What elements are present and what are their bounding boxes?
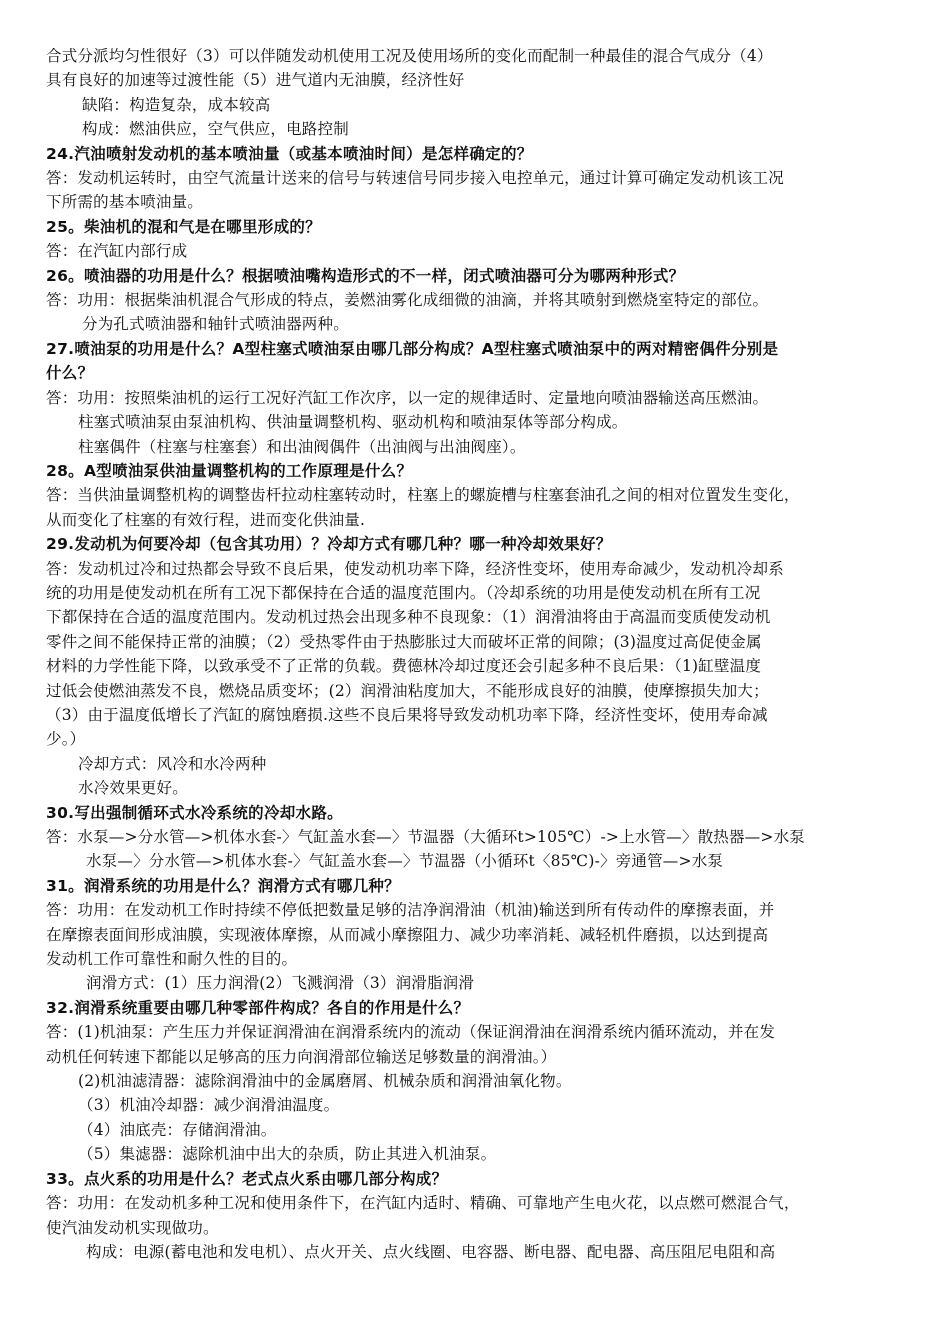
text-line: （4）油底壳：存储润滑油。: [78, 1120, 277, 1139]
text-line: 答：发动机运转时，由空气流量计送来的信号与转速信号同步接入电控单元，通过计算可确定发动机该工况: [46, 169, 784, 188]
question-heading: 27.喷油泵的功用是什么？A型柱塞式喷油泵由哪几部分构成？A型柱塞式喷油泵中的两对精密偶件分别是: [46, 339, 779, 358]
text-line: 统的功用是使发动机在所有工况下都保持在合适的温度范围内。（冷却系统的功用是使发动机在所有工况: [46, 583, 761, 602]
text-line: 在摩擦表面间形成油膜，实现液体摩擦，从而减小摩擦阻力、减少功率消耗、减轻机件磨损，以达到提高: [46, 925, 769, 944]
text-line: 下都保持在合适的温度范围内。发动机过热会出现多种不良现象：（1）润滑油将由于高温而变质使发动机: [46, 608, 771, 627]
text-line: 润滑方式：(1）压力润滑(2）飞溅润滑（3）润滑脂润滑: [86, 974, 475, 993]
text-line: 分为孔式喷油器和轴针式喷油器两种。: [82, 315, 349, 334]
text-line: (2)机油滤清器：滤除润滑油中的金属磨屑、机械杂质和润滑油氧化物。: [78, 1072, 572, 1091]
text-line: 水冷效果更好。: [78, 779, 188, 798]
text-line: 冷却方式：风冷和水冷两种: [78, 754, 267, 773]
text-line: 缺陷：构造复杂，成本较高: [82, 95, 271, 114]
question-heading: 28。A型喷油泵供油量调整机构的工作原理是什么？: [46, 461, 413, 480]
text-line: （3）由于温度低增长了汽缸的腐蚀磨损.这些不良后果将导致发动机功率下降，经济性变坏，使用寿命减: [46, 705, 768, 724]
text-line: 过低会使燃油蒸发不良，燃烧品质变坏；(2）润滑油粘度加大，不能形成良好的油膜，使摩擦损失加大；: [46, 681, 769, 700]
text-line: 答：当供油量调整机构的调整齿杆拉动柱塞转动时，柱塞上的螺旋槽与柱塞套油孔之间的相对位置发生变化，: [46, 486, 800, 505]
text-line: 水泵—〉分水管—>机体水套-〉气缸盖水套—〉节温器（小循环t〈85℃)-〉旁通管—>水泵: [86, 852, 724, 871]
question-heading: 什么？: [46, 364, 94, 383]
question-heading: 32.润滑系统重要由哪几种零部件构成？各自的作用是什么？: [46, 998, 470, 1017]
text-line: 具有良好的加速等过渡性能（5）进气道内无油膜，经济性好: [46, 71, 465, 90]
text-line: 下所需的基本喷油量。: [46, 193, 204, 212]
question-heading: 25。柴油机的混和气是在哪里形成的？: [46, 217, 321, 236]
text-line: 零件之间不能保持正常的油膜；（2）受热零件由于热膨胀过大而破坏正常的间隙；(3)温度过高促使金属: [46, 632, 762, 651]
text-line: 动机任何转速下都能以足够高的压力向润滑部位输送足够数量的润滑油。）: [46, 1047, 557, 1066]
text-line: （3）机油冷却器：减少润滑油温度。: [78, 1096, 340, 1115]
question-heading: 31。润滑系统的功用是什么？润滑方式有哪几种？: [46, 876, 400, 895]
text-line: 少。）: [46, 730, 86, 749]
text-line: 答：发动机过冷和过热都会导致不良后果，使发动机功率下降，经济性变坏，使用寿命减少，发动机冷却系: [46, 559, 784, 578]
text-line: 发动机工作可靠性和耐久性的目的。: [46, 950, 298, 969]
text-line: （5）集滤器：滤除机油中出大的杂质，防止其进入机油泵。: [78, 1145, 497, 1164]
question-heading: 26。喷油器的功用是什么？根据喷油嘴构造形式的不一样，闭式喷油器可分为哪两种形式？: [46, 266, 685, 285]
text-line: 构成：电源(蓄电池和发电机）、点火开关、点火线圈、电容器、断电器、配电器、高压阻尼电阻和高: [86, 1242, 776, 1261]
text-line: 构成：燃油供应，空气供应，电路控制: [82, 120, 349, 139]
text-line: 使汽油发动机实现做功。: [46, 1218, 219, 1237]
text-line: 答：功用：按照柴油机的运行工况好汽缸工作次序，以一定的规律适时、定量地向喷油器输送高压燃油。: [46, 388, 769, 407]
text-line: 合式分派均匀性很好（3）可以伴随发动机使用工况及使用场所的变化而配制一种最佳的混合气成分（4）: [46, 47, 773, 65]
text-line: 答：水泵—>分水管—>机体水套-〉气缸盖水套—〉节温器（大循环t>105℃）->上水管—〉散热器—>水泵: [46, 828, 805, 846]
question-heading: 24.汽油喷射发动机的基本喷油量（或基本喷油时间）是怎样确定的？: [46, 144, 533, 163]
question-heading: 30.写出强制循环式水冷系统的冷却水路。: [46, 803, 343, 822]
text-line: 从而变化了柱塞的有效行程，进而变化供油量.: [46, 510, 366, 529]
text-line: 答：功用：根据柴油机混合气形成的特点，姜燃油雾化成细微的油滴，并将其喷射到燃烧室特定的部位。: [46, 291, 769, 310]
question-heading: 29.发动机为何要冷却（包含其功用）？冷却方式有哪几种？哪一种冷却效果好？: [46, 535, 612, 554]
text-line: 答：在汽缸内部行成: [46, 242, 188, 261]
text-line: 答：功用：在发动机多种工况和使用条件下，在汽缸内适时、精确、可靠地产生电火花，以点燃可燃混合气，: [46, 1194, 800, 1213]
text-line: 答：(1)机油泵：产生压力并保证润滑油在润滑系统内的流动（保证润滑油在润滑系统内循环流动，并在发: [46, 1023, 776, 1042]
question-heading: 33。点火系的功用是什么？老式点火系由哪几部分构成？: [46, 1169, 448, 1188]
text-line: 材料的力学性能下降，以致承受不了正常的负载。费德林冷却过度还会引起多种不良后果：（1)缸壁温度: [46, 657, 762, 676]
text-line: 柱塞式喷油泵由泵油机构、供油量调整机构、驱动机构和喷油泵体等部分构成。: [78, 413, 628, 432]
text-line: 答：功用：在发动机工作时持续不停低把数量足够的洁净润滑油（机油)输送到所有传动件的摩擦表面，并: [46, 901, 775, 920]
text-line: 柱塞偶件（柱塞与柱塞套）和出油阀偶件（出油阀与出油阀座）。: [78, 437, 526, 456]
